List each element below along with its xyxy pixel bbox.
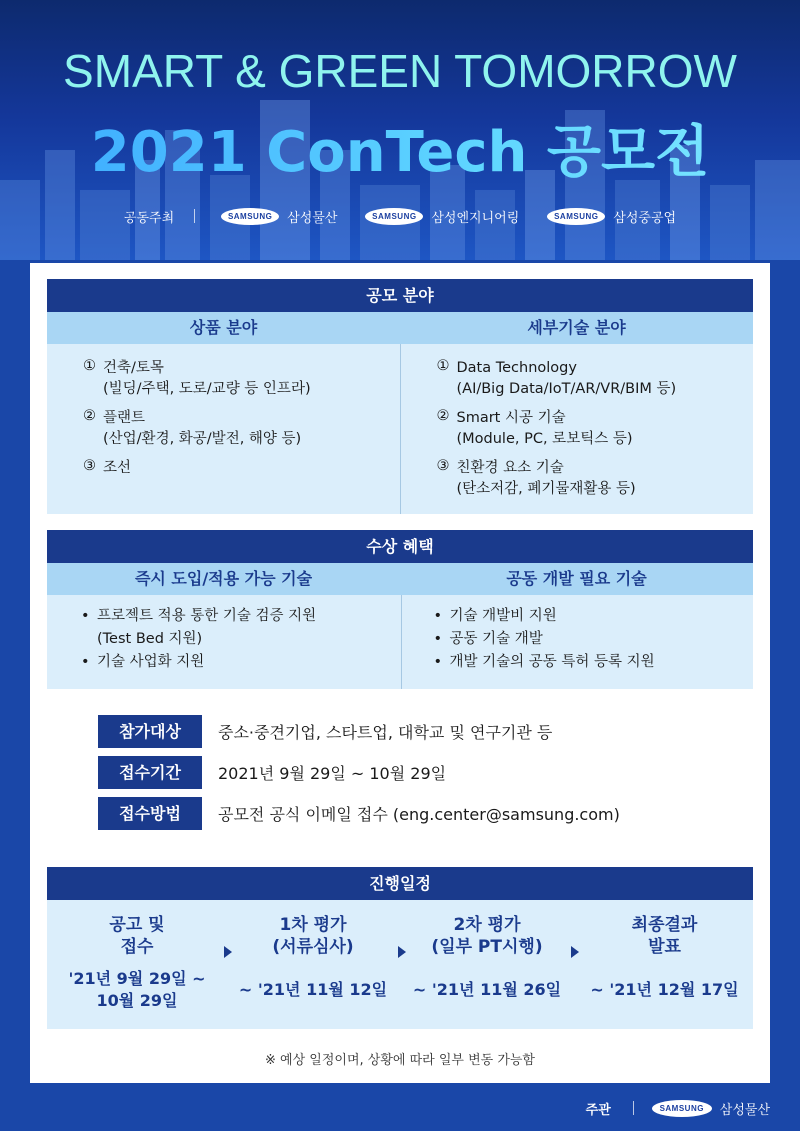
bullet-icon: • <box>81 654 90 670</box>
item-text: 프로젝트 적용 통한 기술 검증 지원 <box>97 608 317 624</box>
item-title: Smart 시공 기술 <box>456 410 566 426</box>
item-detail: (빌딩/주택, 도로/교량 등 인프라) <box>103 381 311 397</box>
item-title: Data Technology <box>456 360 577 376</box>
benefits-heading: 수상 혜택 <box>47 530 753 563</box>
item-number: ① <box>436 358 450 374</box>
host-name: 삼성엔지니어링 <box>431 210 520 226</box>
item-detail: (Test Bed 지원) <box>97 631 203 647</box>
item-detail: (Module, PC, 로보틱스 등) <box>456 431 633 447</box>
fields-body <box>47 344 753 514</box>
step-subtitle: (일부 PT시행) <box>431 937 543 957</box>
hero-banner <box>0 0 800 260</box>
arrow-right-icon <box>398 946 406 958</box>
host-samsung-eng <box>365 207 519 226</box>
info-value: 공모전 공식 이메일 접수 (eng.center@samsung.com) <box>218 805 620 824</box>
fields-right-heading: 세부기술 분야 <box>527 318 626 337</box>
fields-left-heading: 상품 분야 <box>189 318 258 337</box>
samsung-logo-icon: SAMSUNG <box>547 208 605 225</box>
info-row-period <box>98 756 718 789</box>
samsung-logo-icon: SAMSUNG <box>221 208 279 225</box>
info-value: 중소·중견기업, 스타트업, 대학교 및 연구기관 등 <box>218 723 553 742</box>
item-text: 기술 개발비 지원 <box>449 608 557 624</box>
step-subtitle: 발표 <box>648 937 681 957</box>
host-samsung-heavy <box>547 207 676 226</box>
arrow-right-icon <box>571 946 579 958</box>
fields-subheader <box>47 312 753 344</box>
bullet-icon: • <box>433 608 443 624</box>
step-title: 최종결과 <box>631 915 698 935</box>
poster-title-line1: SMART & GREEN TOMORROW <box>63 45 737 97</box>
step-subtitle: (서류심사) <box>272 937 354 957</box>
item-title: 플랜트 <box>103 410 146 426</box>
host-samsung-ct <box>221 207 337 226</box>
schedule-section <box>47 867 753 1029</box>
fields-left-column <box>47 344 401 514</box>
benefits-subheader <box>47 563 753 595</box>
benefits-right-column <box>402 595 754 689</box>
step-subtitle: 접수 <box>120 937 154 957</box>
info-row-method <box>98 797 718 830</box>
list-item <box>81 651 401 674</box>
step-title: 1차 평가 <box>279 915 347 935</box>
divider <box>194 209 195 223</box>
list-item <box>83 458 400 479</box>
step-date-end: 10월 29일 <box>96 991 178 1010</box>
list-item <box>81 605 401 651</box>
list-item <box>434 605 754 628</box>
list-item <box>83 358 400 400</box>
fields-right-column <box>401 344 754 514</box>
benefits-body <box>47 595 753 689</box>
list-item <box>437 408 754 450</box>
organizer-footer <box>586 1096 770 1120</box>
host-name: 삼성물산 <box>287 210 338 226</box>
content-card <box>30 263 770 1083</box>
step-date: ~ '21년 11월 12일 <box>238 980 388 999</box>
step-date: ~ '21년 12월 17일 <box>590 980 739 999</box>
item-detail: (탄소저감, 폐기물재활용 등) <box>456 481 636 497</box>
poster-title-line2: 2021 ConTech 공모전 <box>0 108 800 188</box>
schedule-step <box>57 914 217 1012</box>
item-title: 조선 <box>103 460 132 476</box>
arrow-right-icon <box>224 946 232 958</box>
cohost-row <box>0 204 800 228</box>
step-title: 공고 및 <box>109 915 165 935</box>
divider <box>633 1101 634 1115</box>
schedule-step <box>233 914 393 1001</box>
item-number: ③ <box>83 458 96 474</box>
item-text: 개발 기술의 공동 특허 등록 지원 <box>449 654 655 670</box>
item-title: 친환경 요소 기술 <box>456 460 564 476</box>
schedule-body <box>47 900 753 1029</box>
fields-section <box>47 279 753 514</box>
item-detail: (산업/환경, 화공/발전, 해양 등) <box>103 431 302 447</box>
samsung-logo-icon: SAMSUNG <box>365 208 423 225</box>
item-detail: (AI/Big Data/IoT/AR/VR/BIM 등) <box>456 381 677 397</box>
schedule-step <box>407 914 567 1001</box>
step-date: ~ '21년 11월 26일 <box>412 980 562 999</box>
item-number: ② <box>83 408 96 424</box>
info-block <box>98 715 718 838</box>
organizer-label: 주관 <box>585 1102 611 1118</box>
item-title: 건축/토목 <box>103 360 164 376</box>
fields-heading: 공모 분야 <box>47 279 753 312</box>
schedule-heading: 진행일정 <box>47 867 753 900</box>
item-number: ③ <box>436 458 450 474</box>
list-item <box>434 628 754 651</box>
schedule-step <box>582 914 747 1001</box>
list-item <box>434 651 754 674</box>
bullet-icon: • <box>81 608 90 624</box>
bullet-icon: • <box>433 631 443 647</box>
item-number: ① <box>83 358 96 374</box>
schedule-note: ※ 예상 일정이며, 상황에 따라 일부 변동 가능함 <box>265 1053 535 1068</box>
cohost-label: 공동주최 <box>123 210 175 226</box>
host-name: 삼성중공업 <box>613 210 677 226</box>
info-tag: 접수기간 <box>98 756 202 789</box>
benefits-left-heading: 즉시 도입/적용 가능 기술 <box>134 569 313 588</box>
list-item <box>437 358 754 400</box>
organizer-name: 삼성물산 <box>719 1102 770 1118</box>
info-tag: 참가대상 <box>98 715 202 748</box>
list-item <box>83 408 400 450</box>
list-item <box>437 458 754 500</box>
step-date: '21년 9월 29일 ~ <box>68 969 206 988</box>
benefits-left-column <box>47 595 402 689</box>
item-number: ② <box>436 408 450 424</box>
samsung-logo-icon: SAMSUNG <box>652 1100 712 1117</box>
info-row-eligibility <box>98 715 718 748</box>
info-tag: 접수방법 <box>98 797 202 830</box>
benefits-section <box>47 530 753 689</box>
bullet-icon: • <box>433 654 443 670</box>
item-text: 기술 사업화 지원 <box>97 654 205 670</box>
info-value: 2021년 9월 29일 ~ 10월 29일 <box>218 764 447 783</box>
benefits-right-heading: 공동 개발 필요 기술 <box>506 569 647 588</box>
item-text: 공동 기술 개발 <box>449 631 543 647</box>
step-title: 2차 평가 <box>453 915 521 935</box>
